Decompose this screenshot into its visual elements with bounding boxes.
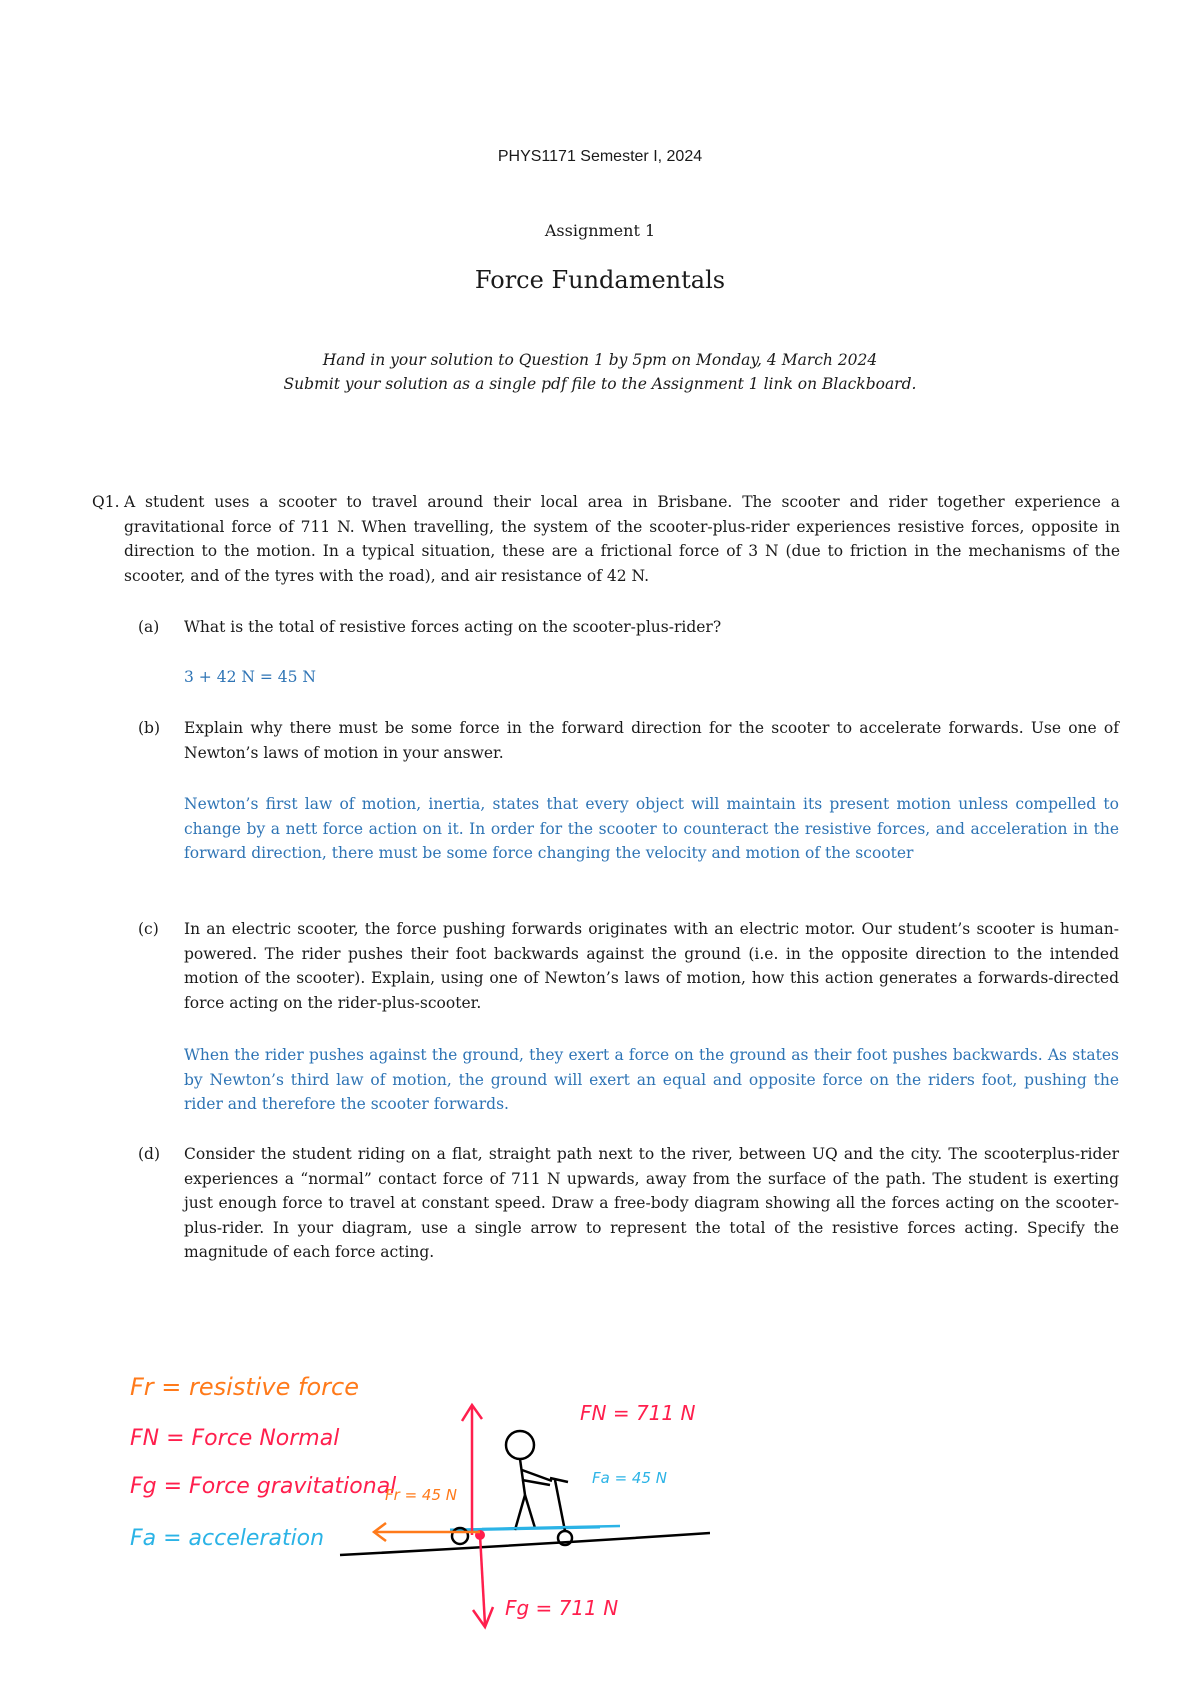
part-question: Explain why there must be some force in the forward direction for the scooter to accelerate forwards. Use one of Newton’s laws of motion in your answer. <box>184 719 1119 762</box>
rider-head-icon <box>506 1431 534 1459</box>
question-label: Q1. <box>92 493 120 511</box>
resistive-force-label: Fr = 45 N <box>385 1486 457 1504</box>
assignment-number: Assignment 1 <box>544 221 656 240</box>
scooter-handlebar <box>550 1478 568 1482</box>
legend-applied: Fa = acceleration <box>130 1526 325 1551</box>
gravity-force-arrow <box>480 1535 485 1625</box>
applied-force-arrow <box>482 1526 620 1529</box>
part-question: Consider the student riding on a flat, straight path next to the river, between UQ and the city. The scooterplus-rider experiences a “normal” contact force of 711 N upwards, away from the surface of the path. The student is exerting just enough force to travel at constant speed. Draw a free-body diagram showing all the forces acting on the scooter-plus-rider. In your diagram, use a single arrow to represent the total of the resistive forces acting. Specify the magnitude of each force acting. <box>184 1145 1119 1261</box>
instructions <box>0 348 1200 396</box>
applied-force-label: Fa = 45 N <box>592 1469 667 1487</box>
scooter-stem <box>555 1480 565 1531</box>
legend-normal: FN = Force Normal <box>130 1426 340 1451</box>
rider-arm <box>522 1480 550 1485</box>
legend-resistive: Fr = resistive force <box>130 1373 359 1401</box>
part-answer: Newton’s first law of motion, inertia, states that every object will maintain its present motion unless compelled to change by a nett force action on it. In order for the scooter to counteract the resistive forces, and acceleration in the forward direction, there must be some force changing the velocity and motion of the scooter <box>184 795 1119 862</box>
gravity-force-label: Fg = 711 N <box>505 1596 619 1620</box>
normal-force-label: FN = 711 N <box>580 1401 696 1425</box>
part-label: (c) <box>138 920 159 938</box>
rider-body <box>520 1459 525 1495</box>
part-question: In an electric scooter, the force pushing forwards originates with an electric motor. Our student’s scooter is human-powered. The rider pushes their foot backwards against the ground (i.e. in the opposite direction to the intended motion of the scooter). Explain, using one of Newton’s laws of motion, how this action generates a forwards-directed force acting on the rider-plus-scooter. <box>184 920 1119 1012</box>
part-label: (d) <box>138 1145 161 1163</box>
rider-leg <box>515 1495 525 1530</box>
part-question: What is the total of resistive forces acting on the scooter-plus-rider? <box>184 618 722 636</box>
free-body-diagram <box>110 1345 710 1630</box>
part-answer: When the rider pushes against the ground, they exert a force on the ground as their foot pushes backwards. As states by Newton’s third law of motion, the ground will exert an equal and opposite force on the riders foot, pushing the rider and therefore the scooter forwards. <box>184 1046 1119 1113</box>
legend-gravity: Fg = Force gravitational <box>130 1474 397 1499</box>
rider-leg <box>525 1495 535 1528</box>
instruction-submission: Submit your solution as a single pdf file to the Assignment 1 link on Blackboard. <box>283 375 917 393</box>
course-header: PHYS1171 Semester I, 2024 <box>497 148 703 165</box>
instruction-deadline: Hand in your solution to Question 1 by 5pm on Monday, 4 March 2024 <box>322 351 878 369</box>
part-label: (a) <box>138 618 160 636</box>
rider-arm <box>522 1470 552 1481</box>
ground-line <box>340 1533 710 1555</box>
part-answer: 3 + 42 N = 45 N <box>184 668 316 686</box>
page-title: Force Fundamentals <box>474 266 726 294</box>
part-label: (b) <box>138 719 161 737</box>
question-text: A student uses a scooter to travel around their local area in Brisbane. The scooter and rider together experience a gravitational force of 711 N. When travelling, the system of the scooter-plus-rider experiences resistive forces, opposite in direction to the motion. In a typical situation, these are a frictional force of 3 N (due to friction in the mechanisms of the scooter, and of the tyres with the road), and air resistance of 42 N. <box>124 493 1120 585</box>
